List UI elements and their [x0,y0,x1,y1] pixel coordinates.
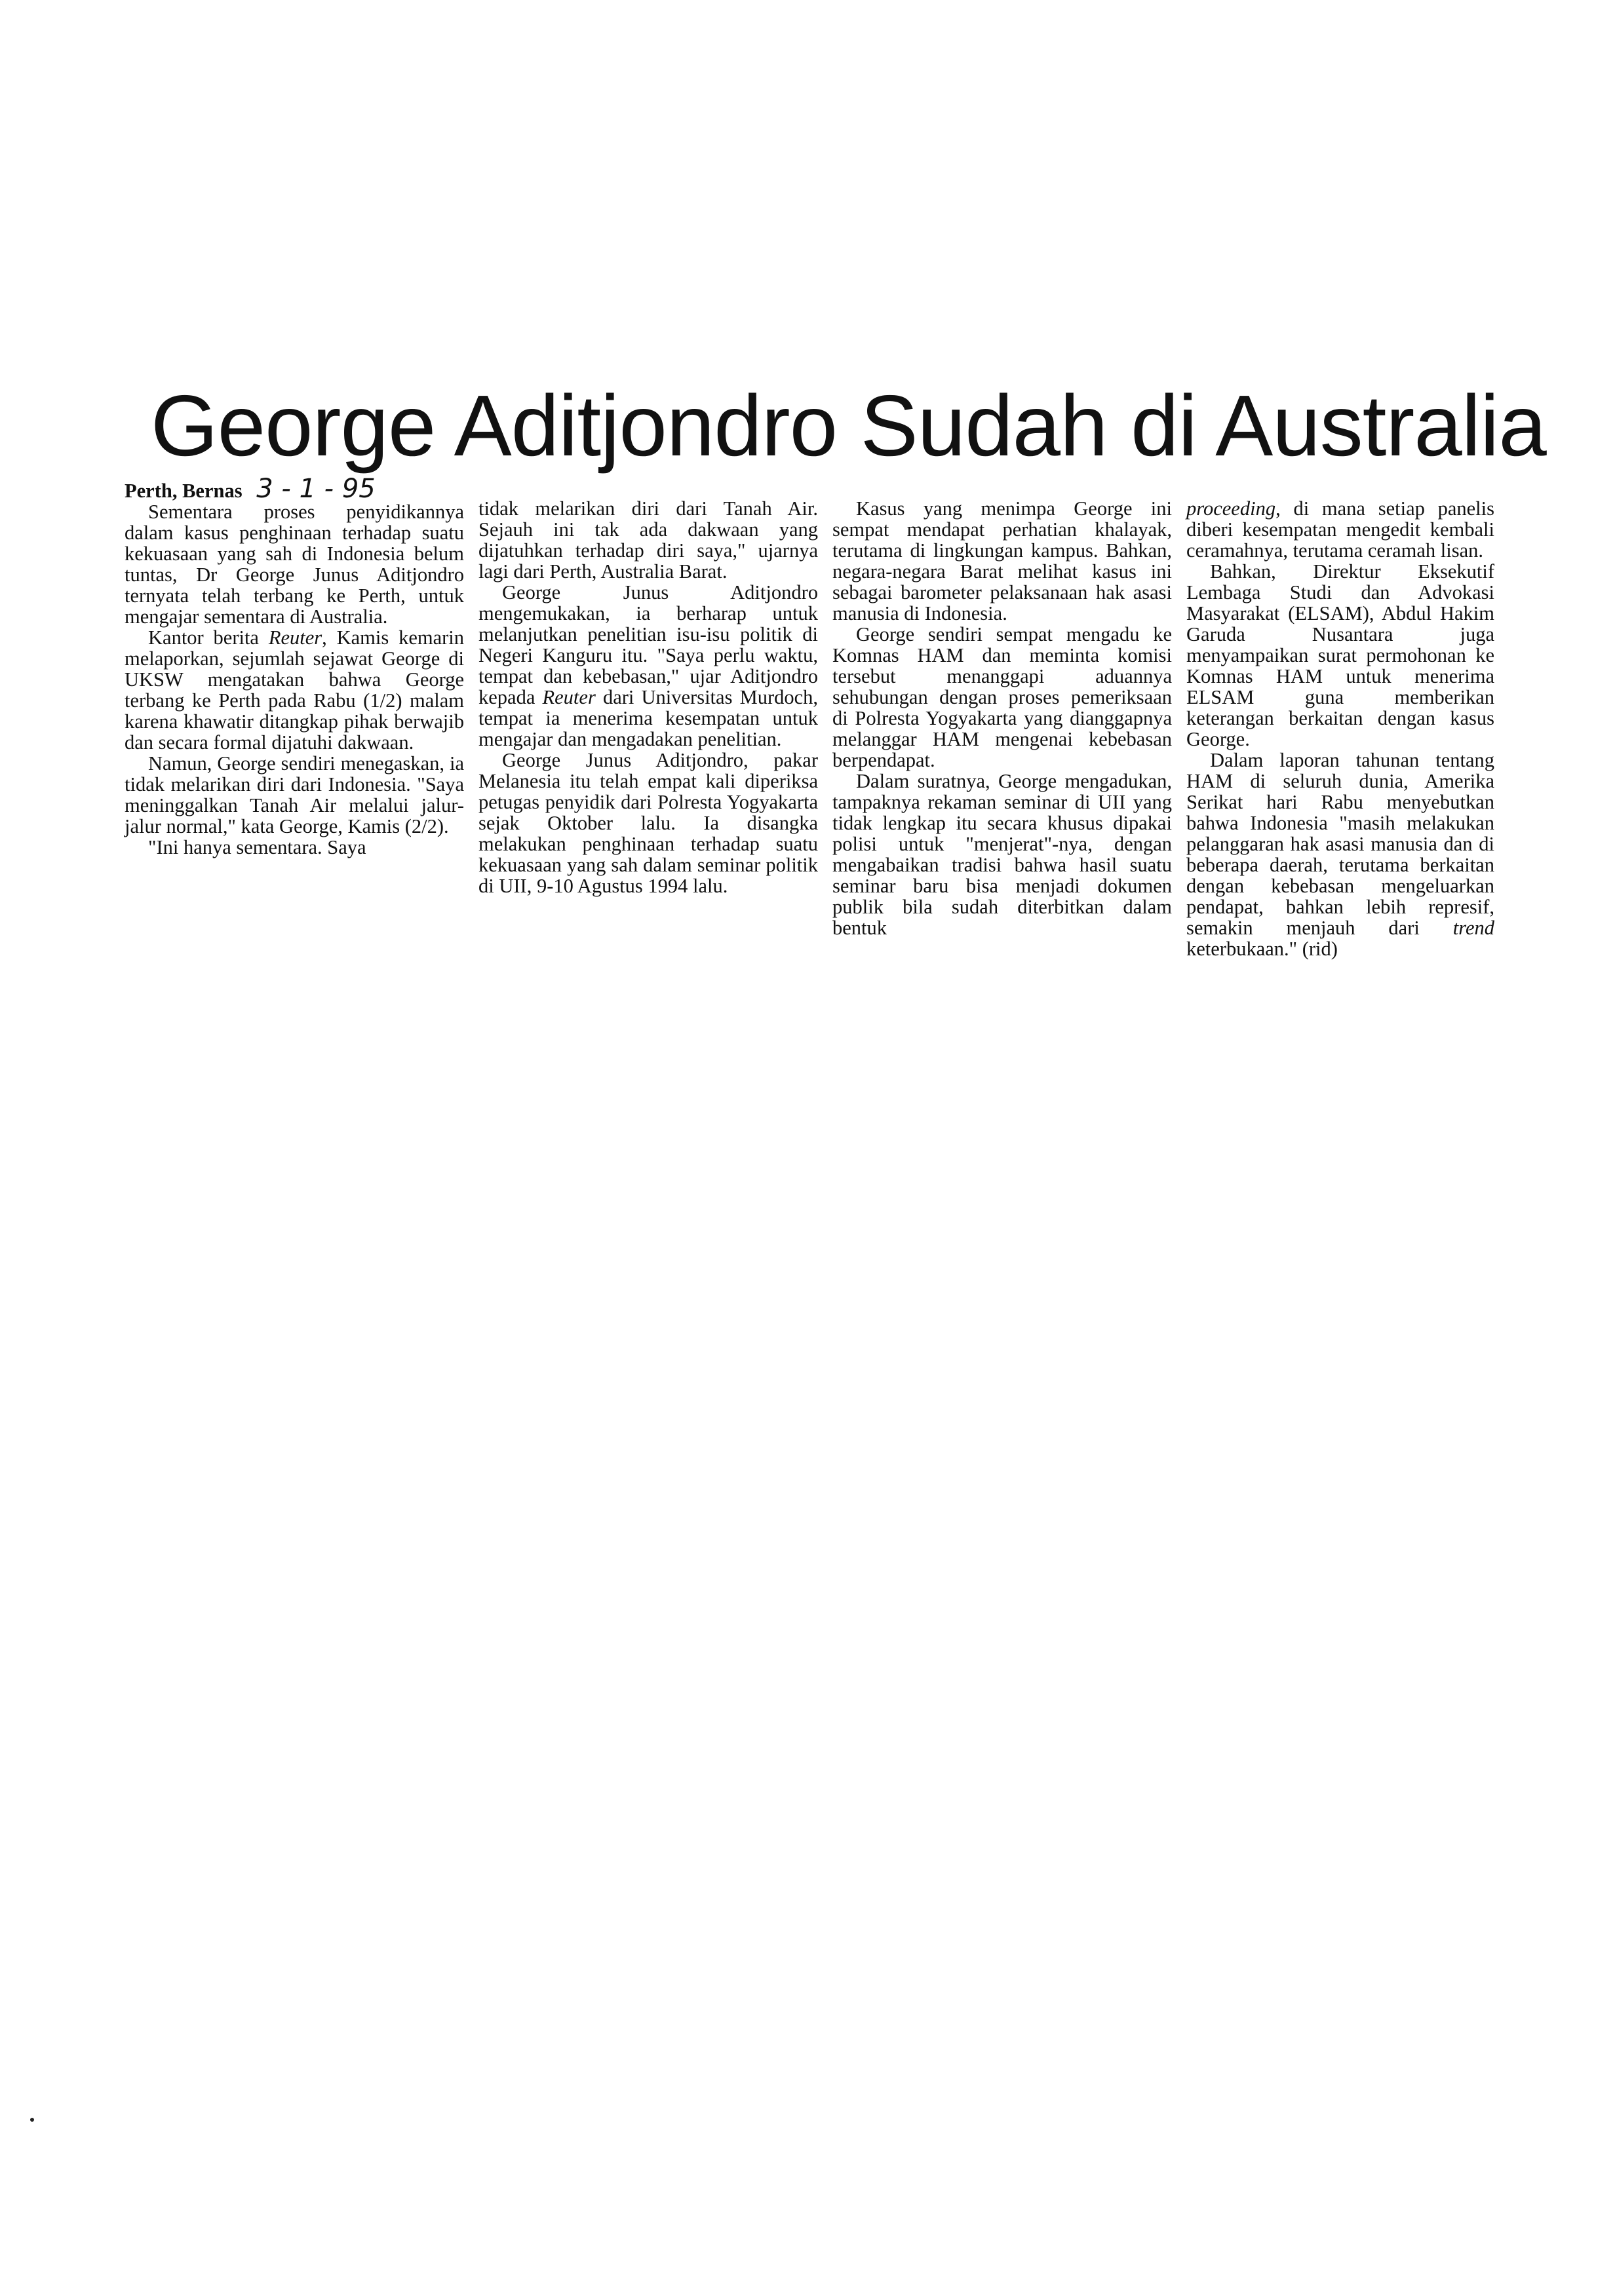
paragraph: Bahkan, Direktur Eksekutif Lembaga Studi dan Advokasi Masyarakat (ELSAM), Abdul Hakim Garuda Nusantara juga menyampaikan surat permohonan ke Komnas HAM untuk menerima ELSAM guna memberikan keterangan berkaitan dengan kasus George. [1186,560,1494,750]
column-2 [478,498,818,896]
term: trend [1452,917,1494,939]
text: , Kamis kemarin melaporkan, sejumlah sejawat George di UKSW mengatakan bahwa George terbang ke Perth pada Rabu (1/2) malam karena khawatir ditangkap pihak berwajib dan secara formal dijatuhi dakwaan. [125,626,464,754]
paragraph: George Junus Aditjondro, pakar Melanesia itu telah empat kali diperiksa petugas penyidik dari Polresta Yogyakarta sejak Oktober lalu. Ia disangka melakukan penghinaan terhadap suatu kekuasaan yang sah dalam seminar politik di UII, 9-10 Agustus 1994 lalu. [478,749,818,897]
column-1 [125,474,464,858]
dateline [125,474,464,504]
paragraph [1186,750,1494,959]
text: George Junus Aditjondro mengemukakan, ia berharap untuk melanjutkan penelitian isu-isu politik di Negeri Kanguru itu. "Saya perlu waktu, tempat dan kebebasan," ujar Aditjondro kepada [478,581,818,708]
paragraph [1186,498,1494,561]
news-clipping [111,367,1546,1075]
paragraph [125,627,464,753]
paragraph: George sendiri sempat mengadu ke Komnas HAM dan meminta komisi tersebut menanggapi aduannya sehubungan dengan proses pemeriksaan di Polresta Yogyakarta yang dianggapnya melanggar HAM mengenai kebebasan berpendapat. [832,623,1172,771]
column-4 [1186,498,1494,959]
text: Dalam laporan tahunan tentang HAM di seluruh dunia, Amerika Serikat hari Rabu menyebutkan bahwa Indonesia "masih melakukan pelanggaran hak asasi manusia dan di beberapa daerah, terutama berkaitan dengan kebebasan mengeluarkan pendapat, bahkan lebih represif, semakin menjauh dari [1186,749,1494,939]
text: keterbukaan." (rid) [1186,938,1338,960]
text: Kantor berita [148,626,269,649]
headline: George Aditjondro Sudah di Australia [151,377,1546,474]
source-name: Reuter [542,686,596,708]
paragraph: Dalam suratnya, George mengadukan, tampaknya rekaman seminar di UII yang tidak lengkap itu secara khusus dipakai polisi untuk "menjerat"-nya, dengan mengabaikan tradisi bahwa hasil suatu seminar baru bisa menjadi dokumen publik bila sudah diterbitkan dalam bentuk [832,770,1172,939]
paragraph: tidak melarikan diri dari Tanah Air. Sejauh ini tak ada dakwaan yang dijatuhkan terhadap diri saya," ujarnya lagi dari Perth, Australia Barat. [478,497,818,583]
scan-speck [30,2118,34,2122]
text: , di mana setiap panelis diberi kesempatan mengedit kembali ceramahnya, terutama ceramah lisan. [1186,497,1494,562]
paragraph: "Ini hanya sementara. Saya [148,836,366,858]
text: dari Universitas Murdoch, tempat ia menerima kesempatan untuk mengajar dan mengadakan penelitian. [478,686,819,750]
source-name: Reuter [268,626,322,649]
dateline-text: Perth, Bernas [125,480,243,502]
term: proceeding [1186,497,1276,520]
paragraph: Kasus yang menimpa George ini sempat mendapat perhatian khalayak, terutama di lingkungan kampus. Bahkan, negara-negara Barat melihat kasus ini sebagai barometer pelaksanaan hak asasi manusia di Indonesia. [832,497,1172,624]
handwritten-date: 3 - 1 - 95 [256,474,376,504]
paragraph: Sementara proses penyidikannya dalam kasus penghinaan terhadap suatu kekuasaan yang sah di Indonesia belum tuntas, Dr George Junus Aditjondro ternyata telah terbang ke Perth, untuk mengajar sementara di Australia. [125,501,464,628]
column-3 [832,498,1172,938]
paragraph: Namun, George sendiri menegaskan, ia tidak melarikan diri dari Indonesia. "Saya meninggalkan Tanah Air melalui jalur-jalur normal," kata George, Kamis (2/2). [125,752,464,837]
paragraph [478,582,818,750]
